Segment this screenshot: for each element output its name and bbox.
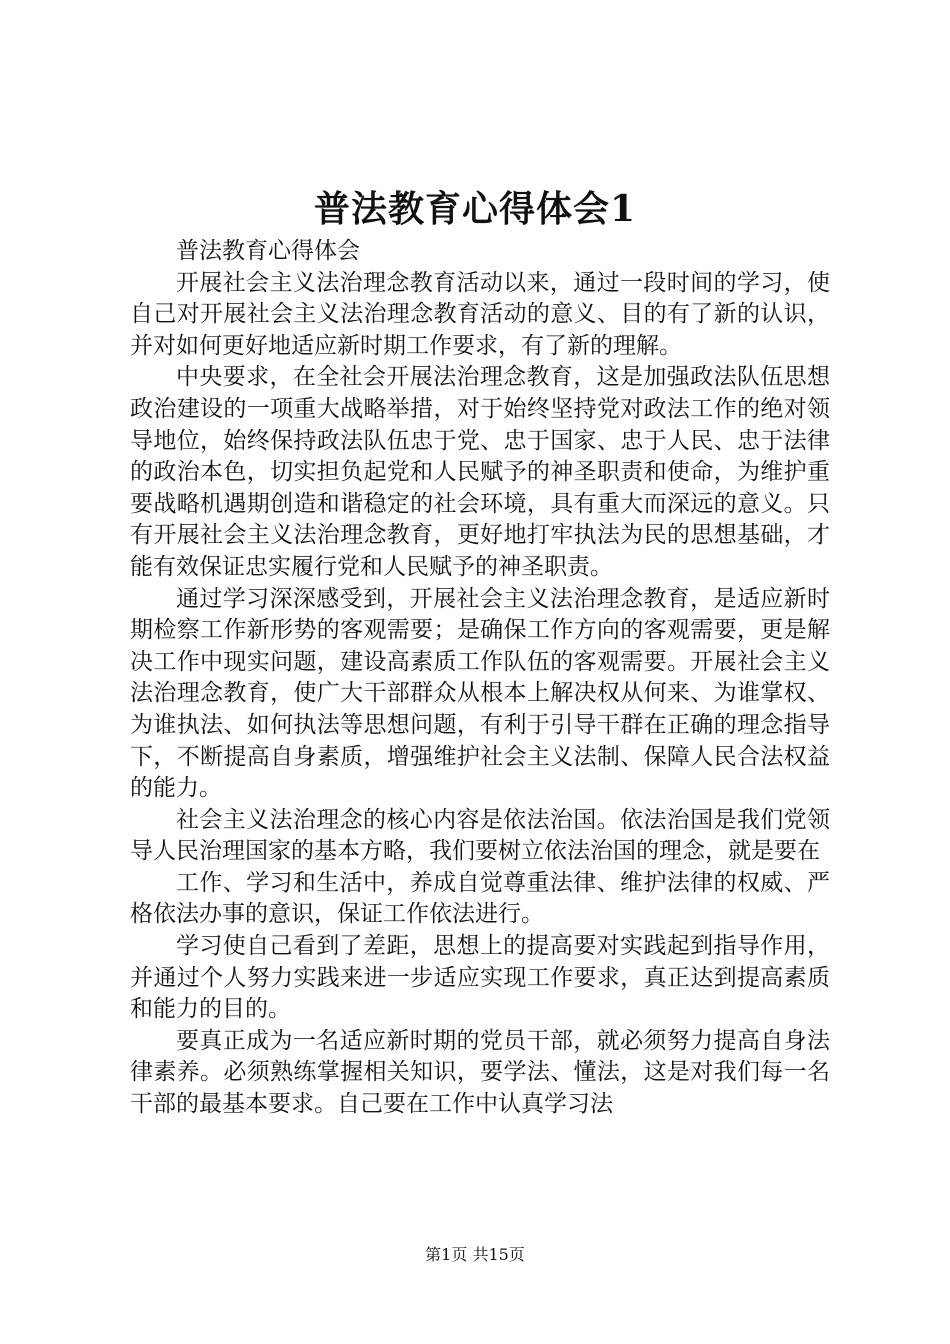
page-indicator: 第1页 共15页 (425, 1245, 525, 1264)
paragraph: 通过学习深深感受到，开展社会主义法治理念教育，是适应新时期检察工作新形势的客观需要；是确保工作方向的客观需要，更是解决工作中现实问题，建设高素质工作队伍的客观需要。开展社会主义法治理念教育，使广大干部群众从根本上解决权从何来、为谁掌权、为谁执法、如何执法等思想问题，有利于引导干群在正确的理念指导下，不断提高自身素质，增强维护社会主义法制、保障人民合法权益的能力。 (130, 585, 830, 802)
paragraph: 要真正成为一名适应新时期的党员干部，就必须努力提高自身法律素养。必须熟练掌握相关知识，要学法、懂法，这是对我们每一名干部的最基本要求。自己要在工作中认真学习法 (130, 1027, 830, 1118)
paragraph: 社会主义法治理念的核心内容是依法治国。依法治国是我们党领导人民治理国家的基本方略，我们要树立依法治国的理念，就是要在 (130, 806, 830, 865)
paragraph: 工作、学习和生活中，养成自觉尊重法律、维护法律的权威、严格依法办事的意识，保证工作依法进行。 (130, 869, 830, 928)
paragraph: 学习使自己看到了差距，思想上的提高要对实践起到指导作用，并通过个人努力实践来进一步适应实现工作要求，真正达到提高素质和能力的目的。 (130, 933, 830, 1023)
paragraph: 普法教育心得体会 (176, 238, 360, 264)
document-body (130, 236, 830, 1121)
document-title: 普法教育心得体会1 (313, 188, 637, 230)
paragraph: 开展社会主义法治理念教育活动以来，通过一段时间的学习，使自己对开展社会主义法治理念教育活动的意义、目的有了新的认识，并对如何更好地适应新时期工作要求，有了新的理解。 (130, 269, 830, 359)
paragraph: 中央要求，在全社会开展法治理念教育，这是加强政法队伍思想政治建设的一项重大战略举措，对于始终坚持党对政法工作的绝对领导地位，始终保持政法队伍忠于党、忠于国家、忠于人民、忠于法律的政治本色，切实担负起党和人民赋予的神圣职责和使命，为维护重要战略机遇期创造和谐稳定的社会环境，具有重大而深远的意义。只有开展社会主义法治理念教育，更好地打牢执法为民的思想基础，才能有效保证忠实履行党和人民赋予的神圣职责。 (130, 364, 830, 580)
